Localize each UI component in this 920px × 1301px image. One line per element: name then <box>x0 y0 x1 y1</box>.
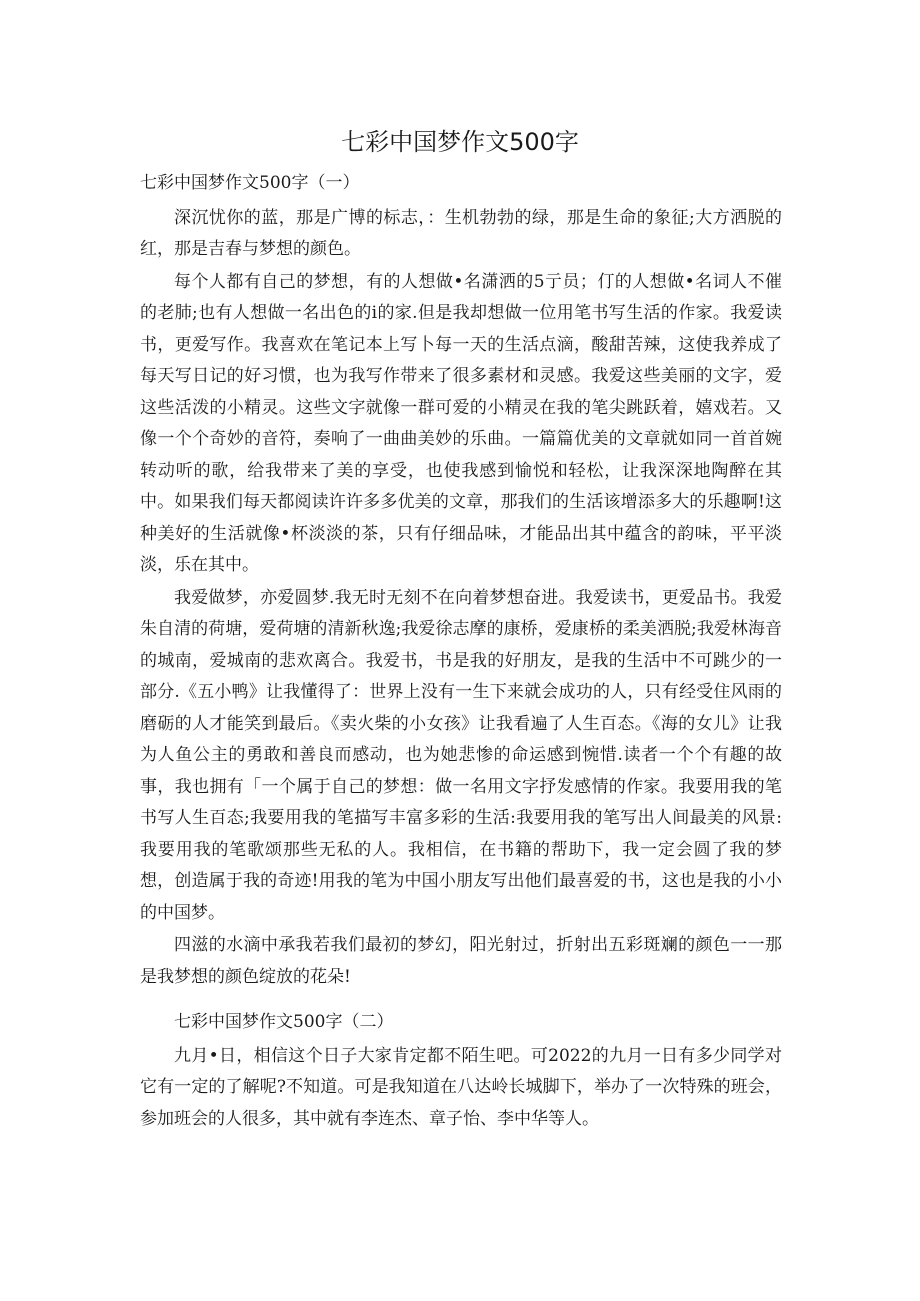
paragraph: 我爱做梦，亦爱圆梦.我无时无刻不在向着梦想奋进。我爱读书，更爱品书。我爱朱自清的荷塘，爱荷塘的清新秋逸;我爱徐志摩的康桥，爱康桥的柔美洒脱;我爱林海音的城南，爱城南的悲欢离合。我爱书，书是我的好朋友，是我的生活中不可跳少的一部分.《五小鸭》让我懂得了：世界上没有一生下来就会成功的人，只有经受住风雨的磨砺的人才能笑到最后。《卖火柴的小女孩》让我看遍了人生百态。《海的女儿》让我为人鱼公主的勇敢和善良而感动，也为她悲惨的命运感到惋惜.读者一个个有趣的故事，我也拥有「一个属于自己的梦想：做一名用文字抒发感情的作家。我要用我的笔书写人生百态;我要用我的笔描写丰富多彩的生活:我要用我的笔写出人间最美的风景:我要用我的笔歌颂那些无私的人。我相信，在书籍的帮助下，我一定会圆了我的梦想，创造属于我的奇迹!用我的笔为中国小朋友写出他们最喜爱的书，这也是我的小小的中国梦。 <box>140 587 782 923</box>
paragraph: 九月•日，相信这个日子大家肯定都不陌生吧。可2022的九月一日有多少同学对它有一定的了解呢?不知道。可是我知道在八达岭长城脚下，举办了一次特殊的班会，参加班会的人很多，其中就有李连杰、章子怡、李中华等人。 <box>140 1045 782 1129</box>
section-heading-2: 七彩中国梦作文500字（二） <box>174 1012 394 1032</box>
paragraph: 深沉忧你的蓝，那是广博的标志，：生机勃勃的绿，那是生命的象征;大方洒脱的红，那是吉春与梦想的颜色。 <box>140 207 782 259</box>
document-body <box>140 168 782 1135</box>
paragraph: 四滋的水滴中承我若我们最初的梦幻，阳光射过，折射出五彩斑斓的颜色一一那是我梦想的颜色绽放的花朵! <box>140 935 782 987</box>
paragraph: 每个人都有自己的梦想，有的人想做•名潇洒的5亍员；仃的人想做•名词人不催的老肺;也有人想做一名出色的i的家.但是我却想做一位用笔书写生活的作家。我爱读书，更爱写作。我喜欢在笔记本上写卜每一天的生活点滴，酸甜苦辣，这使我养成了每天写日记的好习惯，也为我写作带来了很多素材和灵感。我爱这些美丽的文字，爱这些活泼的小精灵。这些文字就像一群可爱的小精灵在我的笔尖跳跃着，嬉戏若。又像一个个奇妙的音符，奏响了一曲曲美妙的乐曲。一篇篇优美的文章就如同一首首婉转动听的歌，给我带来了美的享受，也使我感到愉悦和轻松，让我深深地陶醉在其中。如果我们每天都阅读许许多多优美的文章，那我们的生活该增添多大的乐趣啊!这种美好的生活就像•杯淡淡的茶，只有仔细品味，才能品出其中蕴含的韵味，平平淡淡，乐在其中。 <box>140 271 782 575</box>
document-title: 七彩中国梦作文500字 <box>341 128 579 156</box>
section-heading-1: 七彩中国梦作文500字（一） <box>140 173 360 193</box>
